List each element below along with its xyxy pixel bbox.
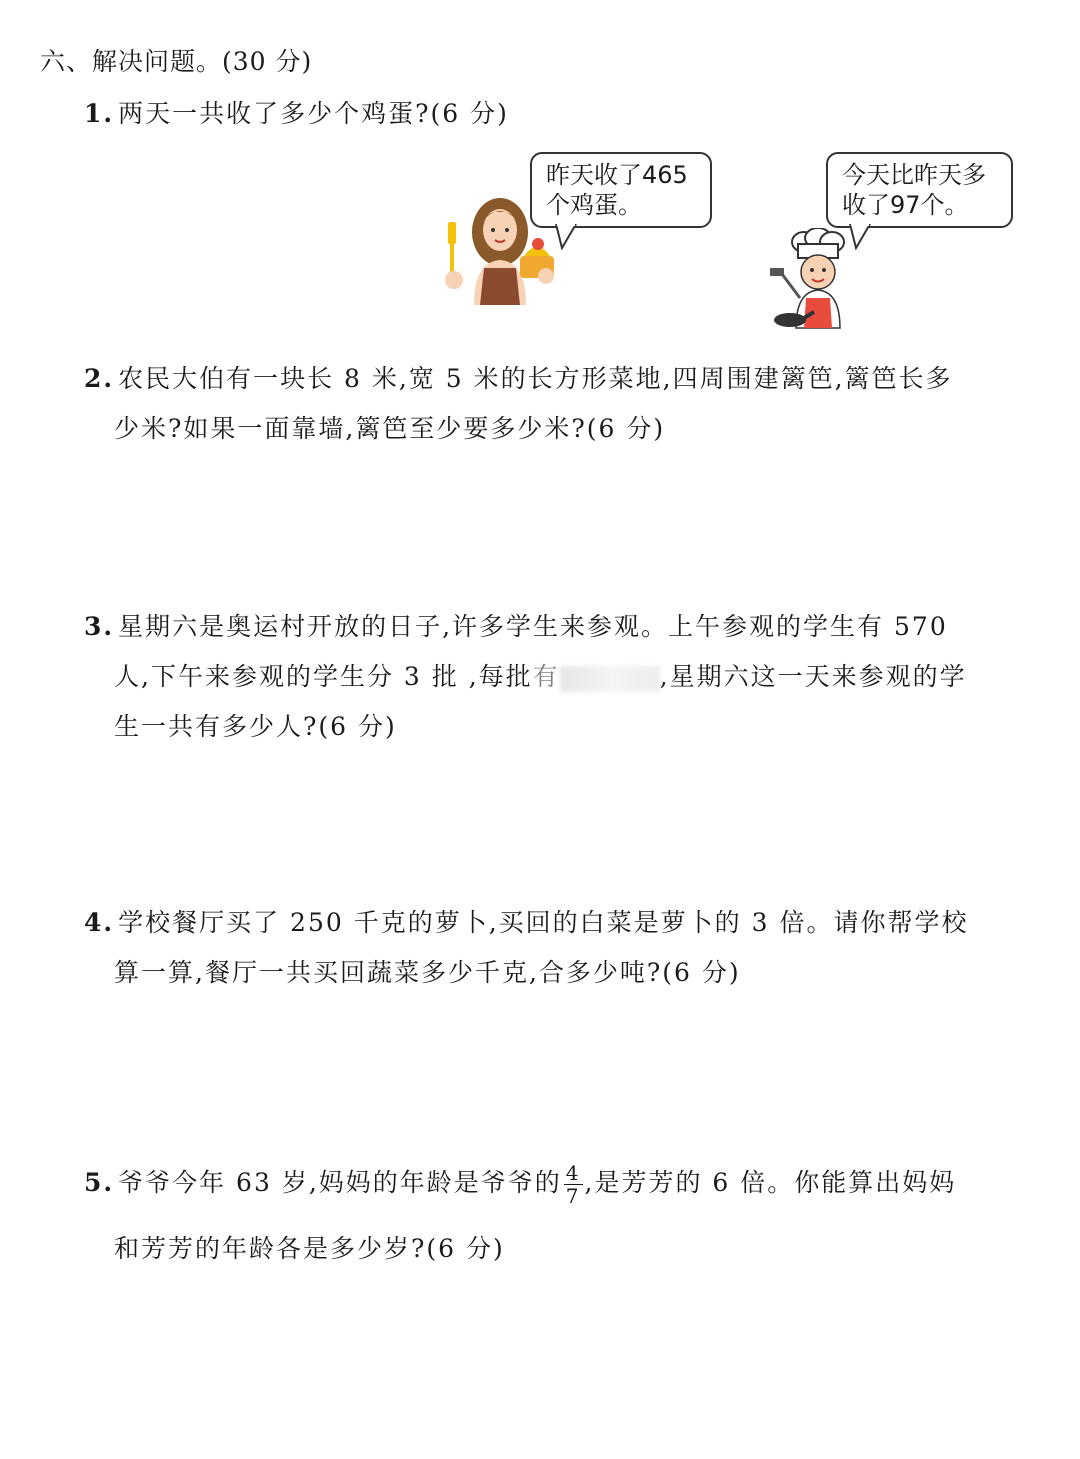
question-number: 3. <box>84 612 115 641</box>
question-text: 爷爷今年 63 岁,妈妈的年龄是爷爷的 <box>118 1168 562 1197</box>
question-text: 星期六是奥运村开放的日子,许多学生来参观。上午参观的学生有 570 <box>118 612 948 641</box>
question-number: 1. <box>84 99 115 128</box>
question-text: ,星期六这一天来参观的学 <box>659 662 967 691</box>
woman-illustration <box>440 190 560 305</box>
fraction-numerator: 4 <box>565 1161 581 1185</box>
bubble-line: 收了97个。 <box>842 191 969 219</box>
question-text: 学校餐厅买了 250 千克的萝卜,买回的白菜是萝卜的 3 倍。请你帮学校 <box>118 908 969 937</box>
blurred-region <box>560 666 660 692</box>
question-5 <box>84 1150 1044 1282</box>
question-number: 5. <box>84 1168 115 1197</box>
question-4 <box>84 898 1044 998</box>
question-number: 2. <box>84 364 115 393</box>
question-text: 生一共有多少人?(6 分) <box>114 712 397 741</box>
section-title: 六、解决问题。(30 分) <box>40 47 313 76</box>
question-1 <box>84 94 1044 130</box>
question-3 <box>84 602 1044 752</box>
bubble-line: 个鸡蛋。 <box>546 191 642 219</box>
partially-blurred-char: 有 <box>532 662 560 691</box>
question-text: 两天一共收了多少个鸡蛋?(6 分) <box>118 99 509 128</box>
question-text: 少米?如果一面靠墙,篱笆至少要多少米?(6 分) <box>114 414 666 443</box>
question-number: 4. <box>84 908 115 937</box>
bubble-line: 今天比昨天多 <box>842 161 986 189</box>
bubble-today <box>826 152 1013 228</box>
fraction-denominator: 7 <box>565 1184 581 1208</box>
chef-illustration <box>766 228 866 338</box>
question-text: 人,下午来参观的学生分 3 批 ,每批 <box>114 662 533 691</box>
question-text: 和芳芳的年龄各是多少岁?(6 分) <box>114 1234 505 1263</box>
question-text: 农民大伯有一块长 8 米,宽 5 米的长方形菜地,四周围建篱笆,篱笆长多 <box>118 364 953 393</box>
question-text: 算一算,餐厅一共买回蔬菜多少千克,合多少吨?(6 分) <box>114 958 741 987</box>
question-text: ,是芳芳的 6 倍。你能算出妈妈 <box>584 1168 957 1197</box>
question-2 <box>84 354 1044 454</box>
fraction <box>564 1162 583 1207</box>
bubble-line: 昨天收了465 <box>546 161 688 189</box>
